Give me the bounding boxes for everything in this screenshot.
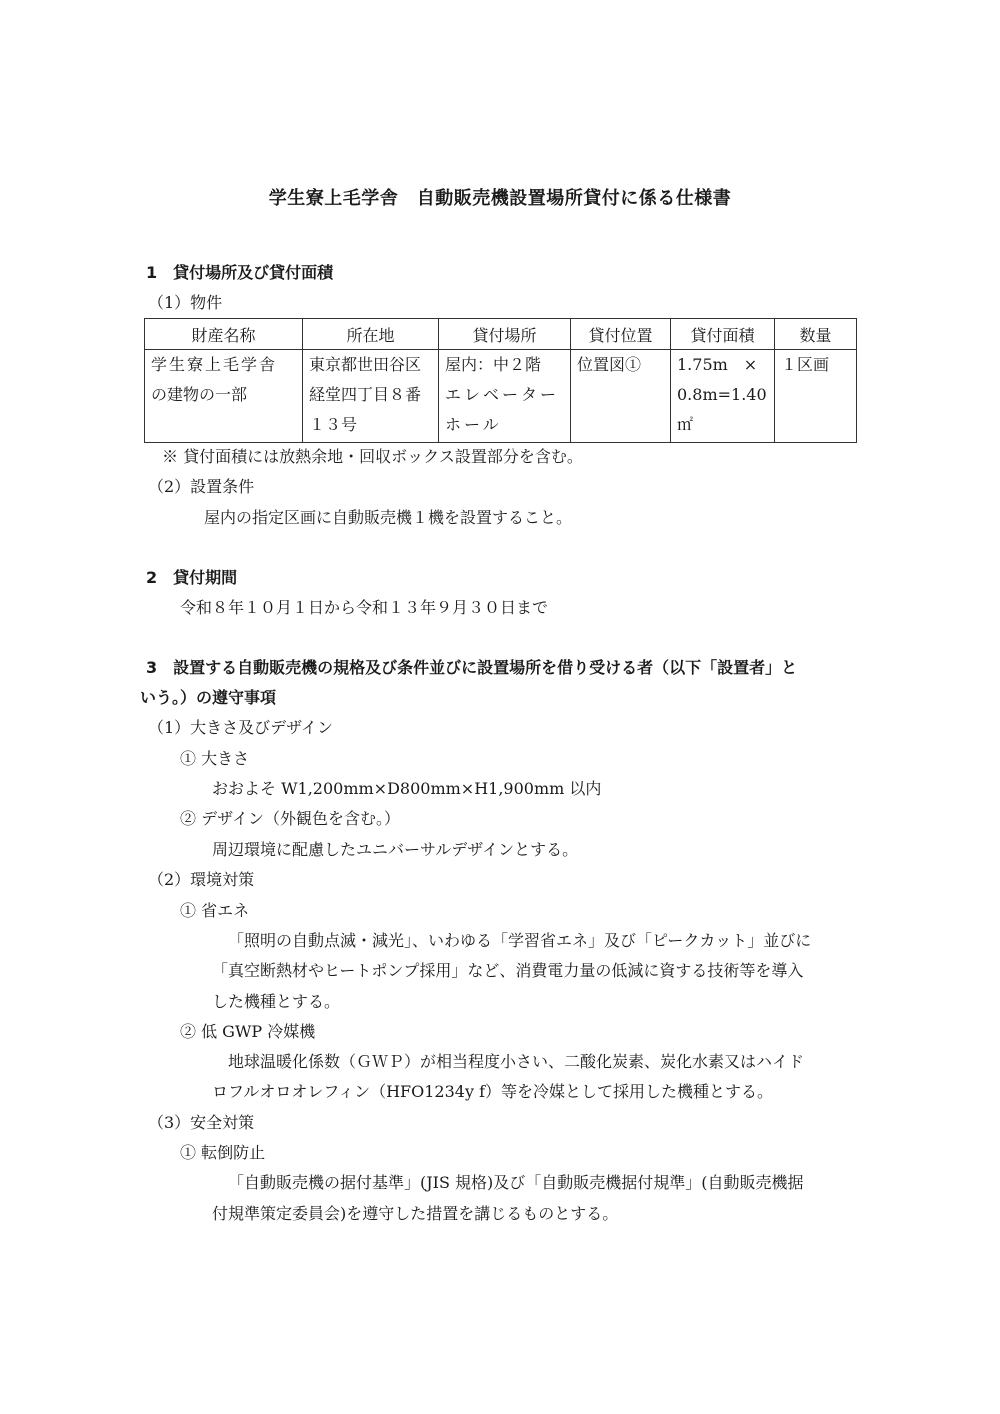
table-cell-location [439, 350, 571, 443]
item-low-gwp-text-2: ロフルオロオレフィン（HFO1234y f）等を冷媒として採用した機種とする。 [212, 1082, 774, 1101]
table-header-cell: 数量 [775, 319, 857, 350]
item-design-text: 周辺環境に配慮したユニバーサルデザインとする。 [212, 840, 579, 859]
table-header-cell: 所在地 [303, 319, 439, 350]
section3-sub1: （1）大きさ及びデザイン [148, 718, 334, 737]
cell-line: 東京都世田谷区 [309, 355, 422, 374]
cell-line: １区画 [781, 355, 830, 374]
table-cell-address [303, 350, 439, 443]
cell-line: 位置図① [577, 355, 642, 374]
cell-line: １３号 [309, 415, 358, 434]
item-energy-saving: ① 省エネ [180, 901, 250, 920]
item-size: ① 大きさ [180, 749, 250, 768]
table-header-cell: 貸付位置 [571, 319, 671, 350]
section2-text: 令和８年１０月１日から令和１３年９月３０日まで [180, 598, 549, 617]
table-header-cell: 財産名称 [145, 319, 303, 350]
cell-line: エレベーター [445, 385, 560, 404]
item-tipping-prevention-text-1: 「自動販売機の据付基準」(JIS 規格)及び「自動販売機据付規準」(自動販売機据 [228, 1173, 804, 1192]
section3-heading-line1: 3 設置する自動販売機の規格及び条件並びに設置場所を借り受ける者（以下「設置者」と [146, 658, 798, 677]
item-size-text: おおよそ W1,200mm×D800mm×H1,900mm 以内 [212, 779, 602, 798]
item-tipping-prevention-text-2: 付規準策定委員会)を遵守した措置を講じるものとする。 [212, 1204, 619, 1223]
cell-line: 屋内：中２階 [445, 355, 542, 374]
section1-sub2: （2）設置条件 [148, 477, 255, 496]
section1-sub1: （1）物件 [148, 293, 223, 312]
section2-heading: 2 貸付期間 [146, 568, 238, 587]
property-table [144, 318, 857, 443]
section1-heading: 1 貸付場所及び貸付面積 [146, 263, 334, 282]
cell-line: ホール [445, 415, 502, 434]
table-header-cell: 貸付面積 [671, 319, 775, 350]
section3-heading-line2: いう。）の遵守事項 [140, 688, 277, 707]
table-cell-quantity [775, 350, 857, 443]
item-energy-saving-text-2: 「真空断熱材やヒートポンプ採用」など、消費電力量の低減に資する技術等を導入 [212, 961, 804, 980]
document-title: 学生寮上毛学舎 自動販売機設置場所貸付に係る仕様書 [268, 188, 732, 209]
cell-line: ㎡ [677, 415, 694, 434]
cell-line: の建物の一部 [151, 385, 248, 404]
item-energy-saving-text-1: 「照明の自動点滅・減光」、いわゆる「学習省エネ」及び「ピークカット」並びに [228, 931, 812, 950]
section1-sub2-text: 屋内の指定区画に自動販売機１機を設置すること。 [204, 508, 573, 527]
section3-sub2: （2）環境対策 [148, 870, 255, 889]
table-cell-position [571, 350, 671, 443]
table-cell-area [671, 350, 775, 443]
item-tipping-prevention: ① 転倒防止 [180, 1143, 266, 1162]
table-row [145, 350, 857, 443]
section3-sub3: （3）安全対策 [148, 1113, 255, 1132]
item-low-gwp-text-1: 地球温暖化係数（ＧＷＰ）が相当程度小さい、二酸化炭素、炭化水素又はハイド [228, 1052, 805, 1071]
table-header-row [145, 319, 857, 350]
table-note: ※ 貸付面積には放熱余地・回収ボックス設置部分を含む。 [162, 447, 583, 466]
item-low-gwp: ② 低 GWP 冷媒機 [180, 1022, 316, 1041]
item-energy-saving-text-3: した機種とする。 [212, 992, 341, 1011]
item-design: ② デザイン（外観色を含む。） [180, 809, 400, 828]
cell-line: 経堂四丁目８番 [309, 385, 422, 404]
cell-line: 学生寮上毛学舎 [151, 355, 278, 374]
cell-line: 0.8m=1.40 [677, 385, 767, 404]
table-header-cell: 貸付場所 [439, 319, 571, 350]
cell-line: 1.75m × [677, 355, 758, 374]
table-cell-property-name [145, 350, 303, 443]
